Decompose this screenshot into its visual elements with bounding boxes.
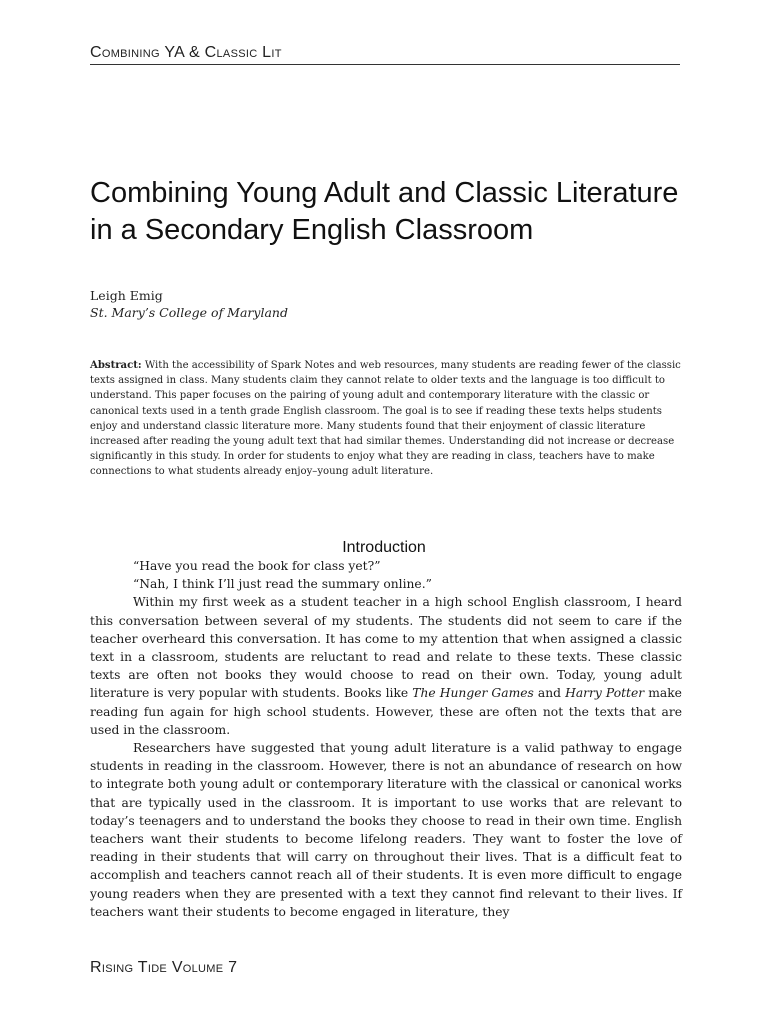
abstract-label: Abstract: xyxy=(90,360,142,371)
paragraph-1-text-b: make reading fun again for high school students. However, these are often not the texts that are used in the classroom. xyxy=(90,686,682,737)
author-affiliation: St. Mary’s College of Maryland xyxy=(90,305,288,320)
book-title-hunger-games: The Hunger Games xyxy=(412,686,534,701)
paragraph-1 xyxy=(90,593,682,739)
paragraph-1-text-a: Within my first week as a student teacher in a high school English classroom, I heard this conversation between several of my students. The students did not seem to care if the teacher overheard this conversation. It has come to my attention that when assigned a classic text in a classroom, students are reluctant to read and relate to these texts. These classic texts are often not books they would choose to read on their own. Today, young adult literature is very popular with students. Books like xyxy=(90,595,682,701)
abstract-text: With the accessibility of Spark Notes and web resources, many students are reading fewer of the classic texts assigned in class. Many students claim they cannot relate to older texts and the language is too difficult to understand. This paper focuses on the pairing of young adult and contemporary literature with the classic or canonical texts used in a tenth grade English classroom. The goal is to see if reading these texts helps students enjoy and understand classic literature more. Many students found that their enjoyment of classic literature increased after reading the young adult text that had similar themes. Understanding did not increase or decrease significantly in this study. In order for students to enjoy what they are reading in class, teachers have to make connections to what students already enjoy–young adult literature. xyxy=(90,360,681,478)
running-header: Combining YA & Classic Lit xyxy=(90,44,680,65)
introduction-body xyxy=(90,557,682,921)
abstract xyxy=(90,358,684,480)
section-heading-introduction: Introduction xyxy=(342,539,426,556)
paragraph-1-and: and xyxy=(537,686,562,701)
running-footer: Rising Tide Volume 7 xyxy=(90,959,238,976)
paragraph-2: Researchers have suggested that young adult literature is a valid pathway to engage students in reading in the classroom. However, there is not an abundance of research on how to integrate both young adult or contemporary literature with the classical or canonical works that are typically used in the classroom. It is important to use works that are relevant to today’s teenagers and to understand the books they choose to read in their own time. English teachers want their students to become lifelong readers. They want to foster the love of reading in their students that will carry on throughout their lives. That is a difficult feat to accomplish and teachers cannot reach all of their students. It is even more difficult to engage young readers when they are presented with a text they cannot find relevant to their lives. If teachers want their students to become engaged in literature, they xyxy=(90,741,682,919)
dialogue-line-2: “Nah, I think I’ll just read the summary online.” xyxy=(133,577,432,592)
dialogue-line-1: “Have you read the book for class yet?” xyxy=(133,559,381,573)
article-title: Combining Young Adult and Classic Literature in a Secondary English Classroom xyxy=(90,177,679,246)
book-title-harry-potter: Harry Potter xyxy=(565,686,645,701)
author-name: Leigh Emig xyxy=(90,288,163,303)
